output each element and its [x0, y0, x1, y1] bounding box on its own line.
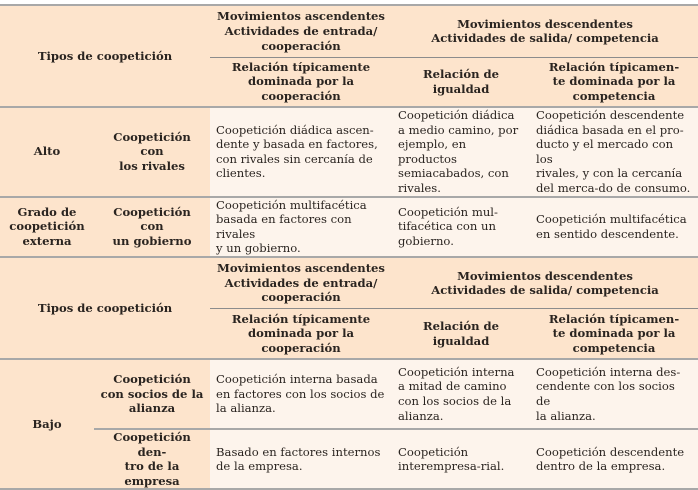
- type-government: [94, 197, 210, 257]
- col-coop-line-1: Relación típicamente: [231, 311, 371, 326]
- cell-alliance-coop: [210, 359, 392, 429]
- cell-line: tifacética con un: [398, 219, 496, 234]
- cell-line: Coopetición multifacética: [216, 197, 367, 212]
- cell-line: alianza.: [398, 408, 444, 423]
- type-line: alianza: [128, 401, 176, 416]
- degree-line: Grado de: [17, 204, 77, 219]
- table-row-alliance: [0, 359, 698, 429]
- cell-line: a medio camino, por: [398, 122, 519, 137]
- col-comp-dominated-header: [530, 57, 698, 107]
- cell-line: Coopetición multifacética: [536, 212, 687, 227]
- coopetition-table: [0, 4, 698, 490]
- cell-line: Coopetición interna des-: [536, 364, 681, 379]
- col-comp-line-3: competencia: [572, 89, 656, 104]
- downstream-line-2: Actividades de salida/ competencia: [431, 31, 659, 46]
- col-comp-line-3: competencia: [572, 340, 656, 355]
- col-coop-line-3: cooperación: [261, 340, 341, 355]
- col-equal-header: [392, 57, 530, 107]
- level-alto-label: Alto: [33, 144, 61, 159]
- type-line: Coopetición con: [113, 204, 191, 234]
- cell-line: interempresa-rial.: [398, 459, 505, 474]
- cell-line: con rivales sin cercanía de: [216, 151, 373, 166]
- downstream-line-2: Actividades de salida/ competencia: [431, 283, 659, 298]
- cell-line: la alianza.: [216, 401, 276, 416]
- cell-alliance-equal: [392, 359, 530, 429]
- cell-line: Coopetición interna basada: [216, 372, 378, 387]
- type-line: tro de la empresa: [124, 459, 180, 488]
- header-row-groups: [0, 5, 698, 57]
- cell-line: gobierno.: [398, 234, 454, 249]
- cell-line: Coopetición mul-: [398, 204, 498, 219]
- cell-line: y un gobierno.: [216, 241, 301, 256]
- cell-line: de la empresa.: [216, 459, 303, 474]
- cell-rivals-equal: [392, 107, 530, 197]
- type-line: con socios de la: [100, 386, 204, 401]
- cell-line: rivales.: [398, 180, 441, 195]
- col-coop-line-1: Relación típicamente: [231, 59, 371, 74]
- upstream-group-header-2: [210, 257, 392, 309]
- col-equal-line-2: igualdad: [432, 333, 490, 348]
- level-bajo: [0, 359, 94, 489]
- types-header: [0, 5, 210, 107]
- col-coop-dominated-header: [210, 57, 392, 107]
- type-line: un gobierno: [112, 234, 192, 249]
- cell-line: dentro de la empresa.: [536, 459, 666, 474]
- types-header-label: Tipos de coopetición: [37, 48, 173, 63]
- types-header-label-2: Tipos de coopetición: [37, 300, 173, 315]
- col-coop-dominated-header-2: [210, 309, 392, 359]
- cell-government-equal: [392, 197, 530, 257]
- cell-line: Coopetición: [398, 444, 469, 459]
- downstream-line-1: Movimientos descendentes: [457, 16, 633, 31]
- cell-company-equal: [392, 429, 530, 489]
- upstream-line-2: Actividades de entrada/: [224, 275, 378, 290]
- upstream-line-1: Movimientos ascendentes: [217, 9, 385, 24]
- downstream-group-header-2: [392, 257, 698, 309]
- cell-line: clientes.: [216, 166, 266, 181]
- col-comp-dominated-header-2: [530, 309, 698, 359]
- header-row-groups-2: [0, 257, 698, 309]
- cell-government-comp: [530, 197, 698, 257]
- table-row-rivals: [0, 107, 698, 197]
- type-line: Coopetición: [113, 372, 191, 387]
- upstream-line-3: cooperación: [261, 38, 341, 53]
- cell-rivals-coop: [210, 107, 392, 197]
- cell-line: con los socios de la: [398, 393, 512, 408]
- col-equal-line-1: Relación de: [422, 319, 500, 334]
- cell-line: en sentido descendente.: [536, 226, 679, 241]
- cell-line: Coopetición descendente: [536, 444, 685, 459]
- cell-company-comp: [530, 429, 698, 489]
- types-header-2: [0, 257, 210, 359]
- type-rivals: [94, 107, 210, 197]
- upstream-line-2: Actividades de entrada/: [224, 23, 378, 38]
- col-comp-line-1: Relación típicamen-: [548, 311, 680, 326]
- degree-line: externa: [22, 234, 72, 249]
- cell-line: Coopetición descendente: [536, 108, 685, 122]
- col-comp-line-2: te dominada por la: [552, 326, 676, 341]
- degree-external: [0, 197, 94, 257]
- cell-line: rivales, y con la cercanía: [536, 166, 683, 181]
- cell-line: ducto y el mercado con los: [536, 137, 674, 166]
- level-alto: [0, 107, 94, 197]
- cell-line: dente y basada en factores,: [216, 137, 378, 152]
- col-coop-line-3: cooperación: [261, 89, 341, 104]
- cell-rivals-comp: [530, 107, 698, 197]
- cell-line: Basado en factores internos: [216, 444, 381, 459]
- type-line: Coopetición den-: [113, 429, 191, 459]
- col-coop-line-2: dominada por la: [248, 326, 355, 341]
- upstream-group-header: [210, 5, 392, 57]
- type-company: [94, 429, 210, 489]
- cell-line: basada en factores con rivales: [216, 212, 352, 241]
- col-comp-line-2: te dominada por la: [552, 74, 676, 89]
- col-equal-line-2: igualdad: [432, 81, 490, 96]
- col-equal-line-1: Relación de: [422, 67, 500, 82]
- downstream-group-header: [392, 5, 698, 57]
- cell-line: ejemplo, en productos: [398, 137, 467, 166]
- cell-company-coop: [210, 429, 392, 489]
- cell-line: Coopetición diádica: [398, 108, 515, 122]
- upstream-line-3: cooperación: [261, 290, 341, 305]
- level-bajo-label: Bajo: [32, 416, 62, 431]
- cell-line: la alianza.: [536, 408, 596, 423]
- cell-line: Coopetición diádica ascen-: [216, 122, 374, 137]
- type-line: los rivales: [119, 159, 185, 174]
- cell-line: a mitad de camino: [398, 379, 507, 394]
- cell-line: en factores con los socios de: [216, 386, 385, 401]
- degree-line: coopetición: [9, 219, 85, 234]
- col-comp-line-1: Relación típicamen-: [548, 59, 680, 74]
- cell-line: Coopetición interna: [398, 364, 515, 379]
- downstream-line-1: Movimientos descendentes: [457, 268, 633, 283]
- col-coop-line-2: dominada por la: [248, 74, 355, 89]
- cell-government-coop: [210, 197, 392, 257]
- cell-line: del merca-do de consumo.: [536, 180, 691, 195]
- cell-alliance-comp: [530, 359, 698, 429]
- col-equal-header-2: [392, 309, 530, 359]
- table-row-government: [0, 197, 698, 257]
- upstream-line-1: Movimientos ascendentes: [217, 261, 385, 276]
- type-alliance: [94, 359, 210, 429]
- cell-line: diádica basada en el pro-: [536, 122, 684, 137]
- cell-line: semiacabados, con: [398, 166, 509, 181]
- table-row-company: [0, 429, 698, 489]
- type-line: Coopetición con: [113, 129, 191, 159]
- cell-line: cendente con los socios de: [536, 379, 675, 408]
